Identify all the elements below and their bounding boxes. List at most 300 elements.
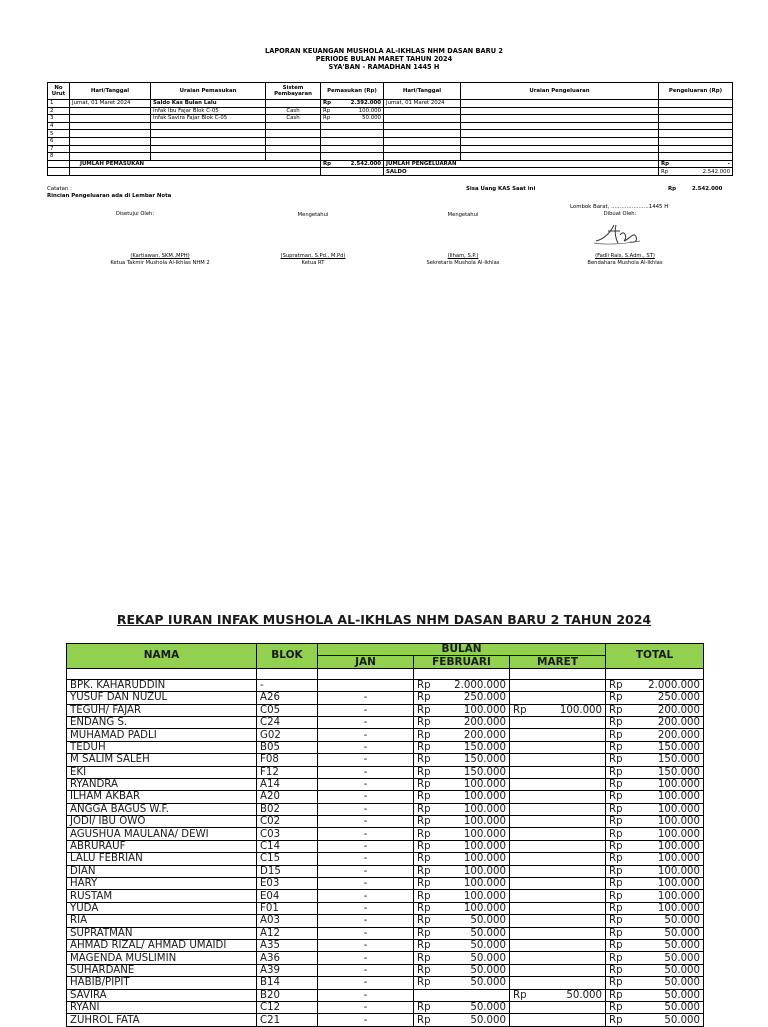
rekap-row [67, 840, 704, 852]
disetujui-label: Disetujui Oleh: [115, 211, 155, 217]
sig2-name: (Supratman, S.Pd., M.Pd) [280, 253, 346, 259]
saldo-value: 2.542.000 [702, 168, 730, 175]
rekap-nama: SUPRATMAN [67, 927, 257, 939]
row-pemasukan [321, 107, 384, 115]
rekap-blok: A12 [257, 927, 318, 939]
rekap-februari-value: 100.000 [463, 841, 506, 853]
rekap-februari-value: 200.000 [463, 717, 506, 729]
row-hari-tanggal [70, 153, 151, 161]
rekap-februari [414, 729, 510, 741]
rekap-col-nama: NAMA [67, 644, 257, 669]
rekap-maret [510, 1014, 606, 1026]
rekap-total [606, 741, 704, 753]
rekap-maret [510, 890, 606, 902]
rekap-row [67, 878, 704, 890]
rekap-februari-rp: Rp [417, 964, 431, 976]
rekap-total-value: 150.000 [657, 766, 701, 778]
rekap-nama: RYANDRA [67, 778, 257, 790]
rekap-jan: - [318, 704, 414, 716]
rekap-februari-value: 100.000 [463, 791, 506, 803]
rekap-jan: - [318, 964, 414, 976]
rekap-jan: - [318, 927, 414, 939]
mengetahui-label-2: Mengetahui [447, 212, 479, 218]
rekap-nama: AHMAD RIZAL/ AHMAD UMAIDI [67, 939, 257, 951]
row-uraian-pemasukan [151, 153, 266, 161]
rekap-blok: B14 [257, 977, 318, 989]
rekap-februari-rp: Rp [417, 841, 431, 853]
rekap-februari [414, 927, 510, 939]
rekap-maret [510, 964, 606, 976]
rekap-februari-value: 100.000 [463, 704, 506, 716]
rekap-februari [414, 766, 510, 778]
row-pemasukan [321, 137, 384, 145]
rekap-februari [414, 803, 510, 815]
report-title-line1: LAPORAN KEUANGAN MUSHOLA AL-IKHLAS NHM DASAN BARU 2 [265, 47, 503, 55]
rekap-nama: HABIB/PIPIT [67, 977, 257, 989]
laporan-row [48, 145, 733, 153]
rekap-februari-value: 100.000 [463, 828, 506, 840]
rekap-blok: C02 [257, 816, 318, 828]
rekap-jan: - [318, 878, 414, 890]
rekap-nama: BPK. KAHARUDDIN [67, 679, 257, 691]
rekap-total-rp: Rp [609, 903, 623, 914]
rekap-total [606, 853, 704, 865]
mengetahui-label-1: Mengetahui [297, 212, 329, 218]
rekap-blok: A20 [257, 791, 318, 803]
rekap-nama: YUSUF DAN NUZUL [67, 692, 257, 704]
rekap-jan: - [318, 816, 414, 828]
rekap-februari [414, 878, 510, 890]
rekap-row [67, 803, 704, 815]
row-uraian-pengeluaran [461, 137, 659, 145]
jumlah-pengeluaran-label: JUMLAH PENGELUARAN [384, 160, 659, 168]
col-uraian-pemasukan: Uraian Pemasukan [151, 83, 266, 100]
rekap-jan: - [318, 754, 414, 766]
rekap-total-value: 100.000 [657, 803, 701, 815]
rekap-februari-value: 100.000 [463, 903, 506, 914]
rekap-blok: A26 [257, 692, 318, 704]
rekap-februari-rp: Rp [417, 754, 431, 766]
rekap-februari-value: 2.000.000 [454, 679, 506, 691]
rekap-nama: ANGGA BAGUS W.F. [67, 803, 257, 815]
rekap-februari-rp: Rp [417, 977, 431, 989]
rekap-nama: RIA [67, 915, 257, 927]
sig4-role: Bendahara Mushola Al-Ikhlas [587, 259, 663, 266]
rekap-nama: HARY [67, 878, 257, 890]
rekap-total [606, 939, 704, 951]
rekap-total-rp: Rp [609, 890, 623, 902]
rekap-februari [414, 716, 510, 728]
rekap-col-jan: JAN [318, 656, 414, 668]
rekap-maret [510, 679, 606, 691]
rekap-row [67, 927, 704, 939]
row-uraian-pengeluaran [461, 100, 659, 108]
rekap-total-rp: Rp [609, 841, 623, 853]
rekap-februari [414, 741, 510, 753]
jumlah-pemasukan-label: JUMLAH PEMASUKAN [70, 160, 321, 168]
rekap-total-rp: Rp [609, 927, 623, 939]
rekap-februari [414, 989, 510, 1001]
row-sistem [266, 100, 321, 108]
jumlah-row [48, 160, 733, 168]
rekap-blok: - [257, 679, 318, 691]
rekap-nama: ENDANG S. [67, 716, 257, 728]
laporan-row [48, 137, 733, 145]
rekap-maret [510, 1001, 606, 1013]
row-pengeluaran [659, 130, 733, 138]
rekap-februari-rp: Rp [417, 927, 431, 939]
rekap-row [67, 754, 704, 766]
rekap-maret [510, 902, 606, 914]
rekap-februari-value: 100.000 [463, 779, 506, 791]
rekap-jan: - [318, 741, 414, 753]
rekap-blok: C05 [257, 704, 318, 716]
rekap-row [67, 816, 704, 828]
rekap-blok: D15 [257, 865, 318, 877]
rekap-col-februari: FEBRUARI [414, 656, 510, 668]
rekap-februari-rp: Rp [417, 791, 431, 803]
sig2-role: Ketua RT [301, 259, 325, 266]
row-hari-tanggal-2 [384, 130, 461, 138]
rekap-jan: - [318, 915, 414, 927]
row-pemasukan [321, 153, 384, 161]
rekap-februari-rp: Rp [417, 717, 431, 729]
rekap-total-value: 50.000 [664, 952, 701, 964]
rekap-maret [510, 952, 606, 964]
rekap-blok: G02 [257, 729, 318, 741]
rekap-total [606, 952, 704, 964]
rekap-total-value: 50.000 [664, 927, 701, 939]
rekap-blok: B05 [257, 741, 318, 753]
rekap-maret [510, 828, 606, 840]
rekap-februari-value: 50.000 [470, 952, 506, 964]
rekap-jan: - [318, 791, 414, 803]
row-pemasukan-value: 50.000 [362, 115, 381, 122]
row-hari-tanggal-2 [384, 137, 461, 145]
rekap-blok: A39 [257, 964, 318, 976]
rekap-jan: - [318, 977, 414, 989]
rekap-row [67, 939, 704, 951]
row-uraian-pengeluaran [461, 130, 659, 138]
rekap-februari-rp: Rp [417, 741, 431, 753]
laporan-row [48, 153, 733, 161]
rekap-nama: AGUSHUA MAULANA/ DEWI [67, 828, 257, 840]
rekap-total-value: 100.000 [657, 865, 701, 877]
col-pemasukan: Pemasukan (Rp) [321, 83, 384, 100]
rekap-maret [510, 977, 606, 989]
rekap-total [606, 704, 704, 716]
rekap-februari-rp: Rp [417, 853, 431, 865]
rekap-col-total: TOTAL [606, 644, 704, 669]
row-pengeluaran [659, 107, 733, 115]
rekap-maret [510, 915, 606, 927]
rekap-total-value: 100.000 [657, 853, 701, 865]
rekap-blok: C15 [257, 853, 318, 865]
row-hari-tanggal [70, 122, 151, 130]
rekap-total [606, 878, 704, 890]
rekap-total [606, 890, 704, 902]
rekap-blok: C03 [257, 828, 318, 840]
rekap-row [67, 902, 704, 914]
row-pemasukan [321, 115, 384, 123]
rekap-jan: - [318, 952, 414, 964]
rekap-februari-rp: Rp [417, 890, 431, 902]
rekap-jan: - [318, 729, 414, 741]
row-sistem [266, 130, 321, 138]
rekap-blok: A35 [257, 939, 318, 951]
row-hari-tanggal-2 [384, 153, 461, 161]
rekap-jan [318, 679, 414, 691]
rekap-nama: DIAN [67, 865, 257, 877]
rekap-februari-rp: Rp [417, 1002, 431, 1014]
rekap-total-value: 100.000 [657, 816, 701, 828]
rekap-februari [414, 1001, 510, 1013]
rekap-row [67, 729, 704, 741]
row-hari-tanggal [70, 145, 151, 153]
row-hari-tanggal-2 [384, 122, 461, 130]
rekap-februari [414, 977, 510, 989]
sisa-kas-value: 2.542.000 [692, 186, 723, 192]
laporan-table [47, 82, 733, 176]
row-pengeluaran [659, 153, 733, 161]
row-no: 3 [48, 115, 70, 123]
rekap-maret [510, 704, 606, 716]
rekap-februari-rp: Rp [417, 878, 431, 890]
rekap-nama: TEDUH [67, 741, 257, 753]
sig3-role: Sekretaris Mushola Al-Ikhlas [426, 259, 500, 266]
rekap-row [67, 890, 704, 902]
saldo-cell [659, 168, 733, 176]
rekap-total-value: 50.000 [664, 940, 701, 952]
laporan-row [48, 100, 733, 108]
rekap-total-value: 50.000 [664, 1002, 701, 1014]
rekap-nama: JODI/ IBU OWO [67, 816, 257, 828]
rekap-nama: EKI [67, 766, 257, 778]
rekap-jan: - [318, 766, 414, 778]
rekap-februari [414, 853, 510, 865]
rekap-nama: SAVIRA [67, 989, 257, 1001]
rekap-februari [414, 840, 510, 852]
rekap-jan: - [318, 1001, 414, 1013]
rekap-total [606, 754, 704, 766]
laporan-row [48, 122, 733, 130]
rekap-total-rp: Rp [609, 989, 623, 1001]
rekap-total [606, 840, 704, 852]
rekap-total-rp: Rp [609, 692, 623, 704]
rekap-maret [510, 840, 606, 852]
rekap-total-rp: Rp [609, 1014, 623, 1026]
rekap-blok: F01 [257, 902, 318, 914]
rekap-total-rp: Rp [609, 828, 623, 840]
rekap-row [67, 977, 704, 989]
row-uraian-pengeluaran [461, 122, 659, 130]
rekap-total-value: 250.000 [657, 692, 701, 704]
jumlah-pemasukan-rp: Rp [323, 160, 332, 167]
rekap-maret [510, 791, 606, 803]
rekap-februari [414, 679, 510, 691]
rekap-total-rp: Rp [609, 791, 623, 803]
rekap-jan: - [318, 989, 414, 1001]
rekap-februari-rp: Rp [417, 915, 431, 927]
rekap-blok: C12 [257, 1001, 318, 1013]
rekap-nama: YUDA [67, 902, 257, 914]
rekap-total-value: 100.000 [657, 890, 701, 902]
rekap-total-rp: Rp [609, 741, 623, 753]
rekap-maret [510, 853, 606, 865]
rekap-row [67, 964, 704, 976]
laporan-row [48, 130, 733, 138]
rekap-total [606, 791, 704, 803]
rekap-total [606, 977, 704, 989]
row-pemasukan-value: 2.392.000 [350, 100, 381, 107]
rekap-total-rp: Rp [609, 915, 623, 927]
rekap-total-rp: Rp [609, 865, 623, 877]
row-pengeluaran [659, 115, 733, 123]
rekap-februari [414, 791, 510, 803]
rekap-februari [414, 964, 510, 976]
rekap-total-value: 150.000 [657, 741, 701, 753]
dibuat-label: Dibuat Oleh: [603, 211, 637, 217]
rekap-total-value: 50.000 [664, 1014, 701, 1026]
rekap-maret-rp: Rp [513, 704, 527, 716]
rekap-total-value: 200.000 [657, 717, 701, 729]
row-sistem [266, 153, 321, 161]
row-hari-tanggal-2 [384, 107, 461, 115]
rekap-total-rp: Rp [609, 704, 623, 716]
rekap-jan: - [318, 853, 414, 865]
row-uraian-pengeluaran [461, 153, 659, 161]
row-uraian-pemasukan: Infak Savira Fajar Blok C-05 [151, 115, 266, 123]
rekap-total [606, 729, 704, 741]
rekap-jan: - [318, 716, 414, 728]
rekap-nama: TEGUH/ FAJAR [67, 704, 257, 716]
rekap-maret [510, 766, 606, 778]
rekap-februari [414, 816, 510, 828]
rekap-nama: ILHAM AKBAR [67, 791, 257, 803]
rekap-februari-rp: Rp [417, 803, 431, 815]
rekap-row [67, 915, 704, 927]
sig4-name: (Fadli Rais, S.Adm., ST) [595, 253, 655, 259]
row-sistem [266, 122, 321, 130]
row-no: 4 [48, 122, 70, 130]
sig1-name: (Kartiawan, SKM.,MPH) [130, 253, 190, 259]
rekap-row [67, 741, 704, 753]
col-hari-tanggal-2: Hari/Tanggal [384, 83, 461, 100]
row-pengeluaran [659, 100, 733, 108]
rekap-blok: F12 [257, 766, 318, 778]
laporan-row [48, 115, 733, 123]
row-hari-tanggal-2: Jumat, 01 Maret 2024 [384, 100, 461, 108]
rekap-februari [414, 692, 510, 704]
rekap-total-rp: Rp [609, 816, 623, 828]
rekap-februari-value: 150.000 [463, 766, 506, 778]
row-sistem: Cash [266, 107, 321, 115]
sig3-name: (Ilham, S.P.) [447, 253, 479, 259]
rekap-row [67, 853, 704, 865]
rekap-total-value: 2.000.000 [648, 679, 701, 691]
row-uraian-pemasukan [151, 137, 266, 145]
rekap-februari [414, 952, 510, 964]
rekap-row [67, 716, 704, 728]
rekap-total-value: 50.000 [664, 989, 701, 1001]
rekap-jan: - [318, 1014, 414, 1026]
rekap-maret [510, 716, 606, 728]
rekap-februari-value: 150.000 [463, 741, 506, 753]
rekap-total-rp: Rp [609, 940, 623, 952]
rekap-februari-rp: Rp [417, 766, 431, 778]
rekap-blank-row [67, 668, 704, 679]
signature-1 [70, 253, 250, 266]
rekap-jan: - [318, 840, 414, 852]
rekap-februari-value: 250.000 [463, 692, 506, 704]
laporan-body [48, 100, 733, 161]
rekap-body [67, 668, 704, 1026]
rekap-februari-value: 100.000 [463, 865, 506, 877]
rekap-februari-value: 50.000 [470, 927, 506, 939]
rekap-blok: F08 [257, 754, 318, 766]
signature-3 [398, 253, 528, 266]
rekap-nama: MUHAMAD PADLI [67, 729, 257, 741]
rekap-total-rp: Rp [609, 952, 623, 964]
rekap-blok: A03 [257, 915, 318, 927]
row-no: 5 [48, 130, 70, 138]
row-no: 6 [48, 137, 70, 145]
rekap-februari-rp: Rp [417, 903, 431, 914]
rekap-februari-value: 50.000 [470, 964, 506, 976]
row-uraian-pengeluaran [461, 107, 659, 115]
row-pemasukan-value: 100.000 [358, 107, 381, 114]
row-sistem [266, 137, 321, 145]
rekap-total [606, 989, 704, 1001]
rekap-jan: - [318, 902, 414, 914]
rekap-jan: - [318, 692, 414, 704]
saldo-rp: Rp [661, 168, 669, 175]
rekap-jan: - [318, 865, 414, 877]
report-title-line3: SYA'BAN - RAMADHAN 1445 H [328, 63, 440, 71]
rekap-maret [510, 865, 606, 877]
rekap-blok: B02 [257, 803, 318, 815]
rekap-blok: B20 [257, 989, 318, 1001]
rekap-total [606, 927, 704, 939]
jumlah-pemasukan-cell [321, 160, 384, 168]
rekap-total-rp: Rp [609, 964, 623, 976]
rekap-total-value: 100.000 [657, 779, 701, 791]
rekap-jan: - [318, 828, 414, 840]
row-pemasukan [321, 130, 384, 138]
rekap-februari-rp: Rp [417, 704, 431, 716]
rekap-total [606, 915, 704, 927]
rekap-total-value: 100.000 [657, 841, 701, 853]
rekap-total [606, 1014, 704, 1026]
rekap-row [67, 766, 704, 778]
jumlah-pemasukan-value: 2.542.000 [350, 160, 381, 167]
rekap-maret [510, 989, 606, 1001]
rekap-februari-rp: Rp [417, 828, 431, 840]
row-uraian-pemasukan: Saldo Kas Bulan Lalu [151, 100, 266, 108]
rekap-maret [510, 729, 606, 741]
rekap-maret-value: 50.000 [566, 989, 603, 1001]
rekap-februari-value: 50.000 [470, 977, 506, 989]
rekap-februari-rp: Rp [417, 692, 431, 704]
rekap-total [606, 865, 704, 877]
row-no: 8 [48, 153, 70, 161]
row-hari-tanggal: Jumat, 01 Maret 2024 [70, 100, 151, 108]
rekap-col-maret: MARET [510, 656, 606, 668]
rekap-nama: RUSTAM [67, 890, 257, 902]
row-hari-tanggal-2 [384, 145, 461, 153]
sisa-kas-rp: Rp [668, 186, 677, 192]
rekap-total [606, 766, 704, 778]
